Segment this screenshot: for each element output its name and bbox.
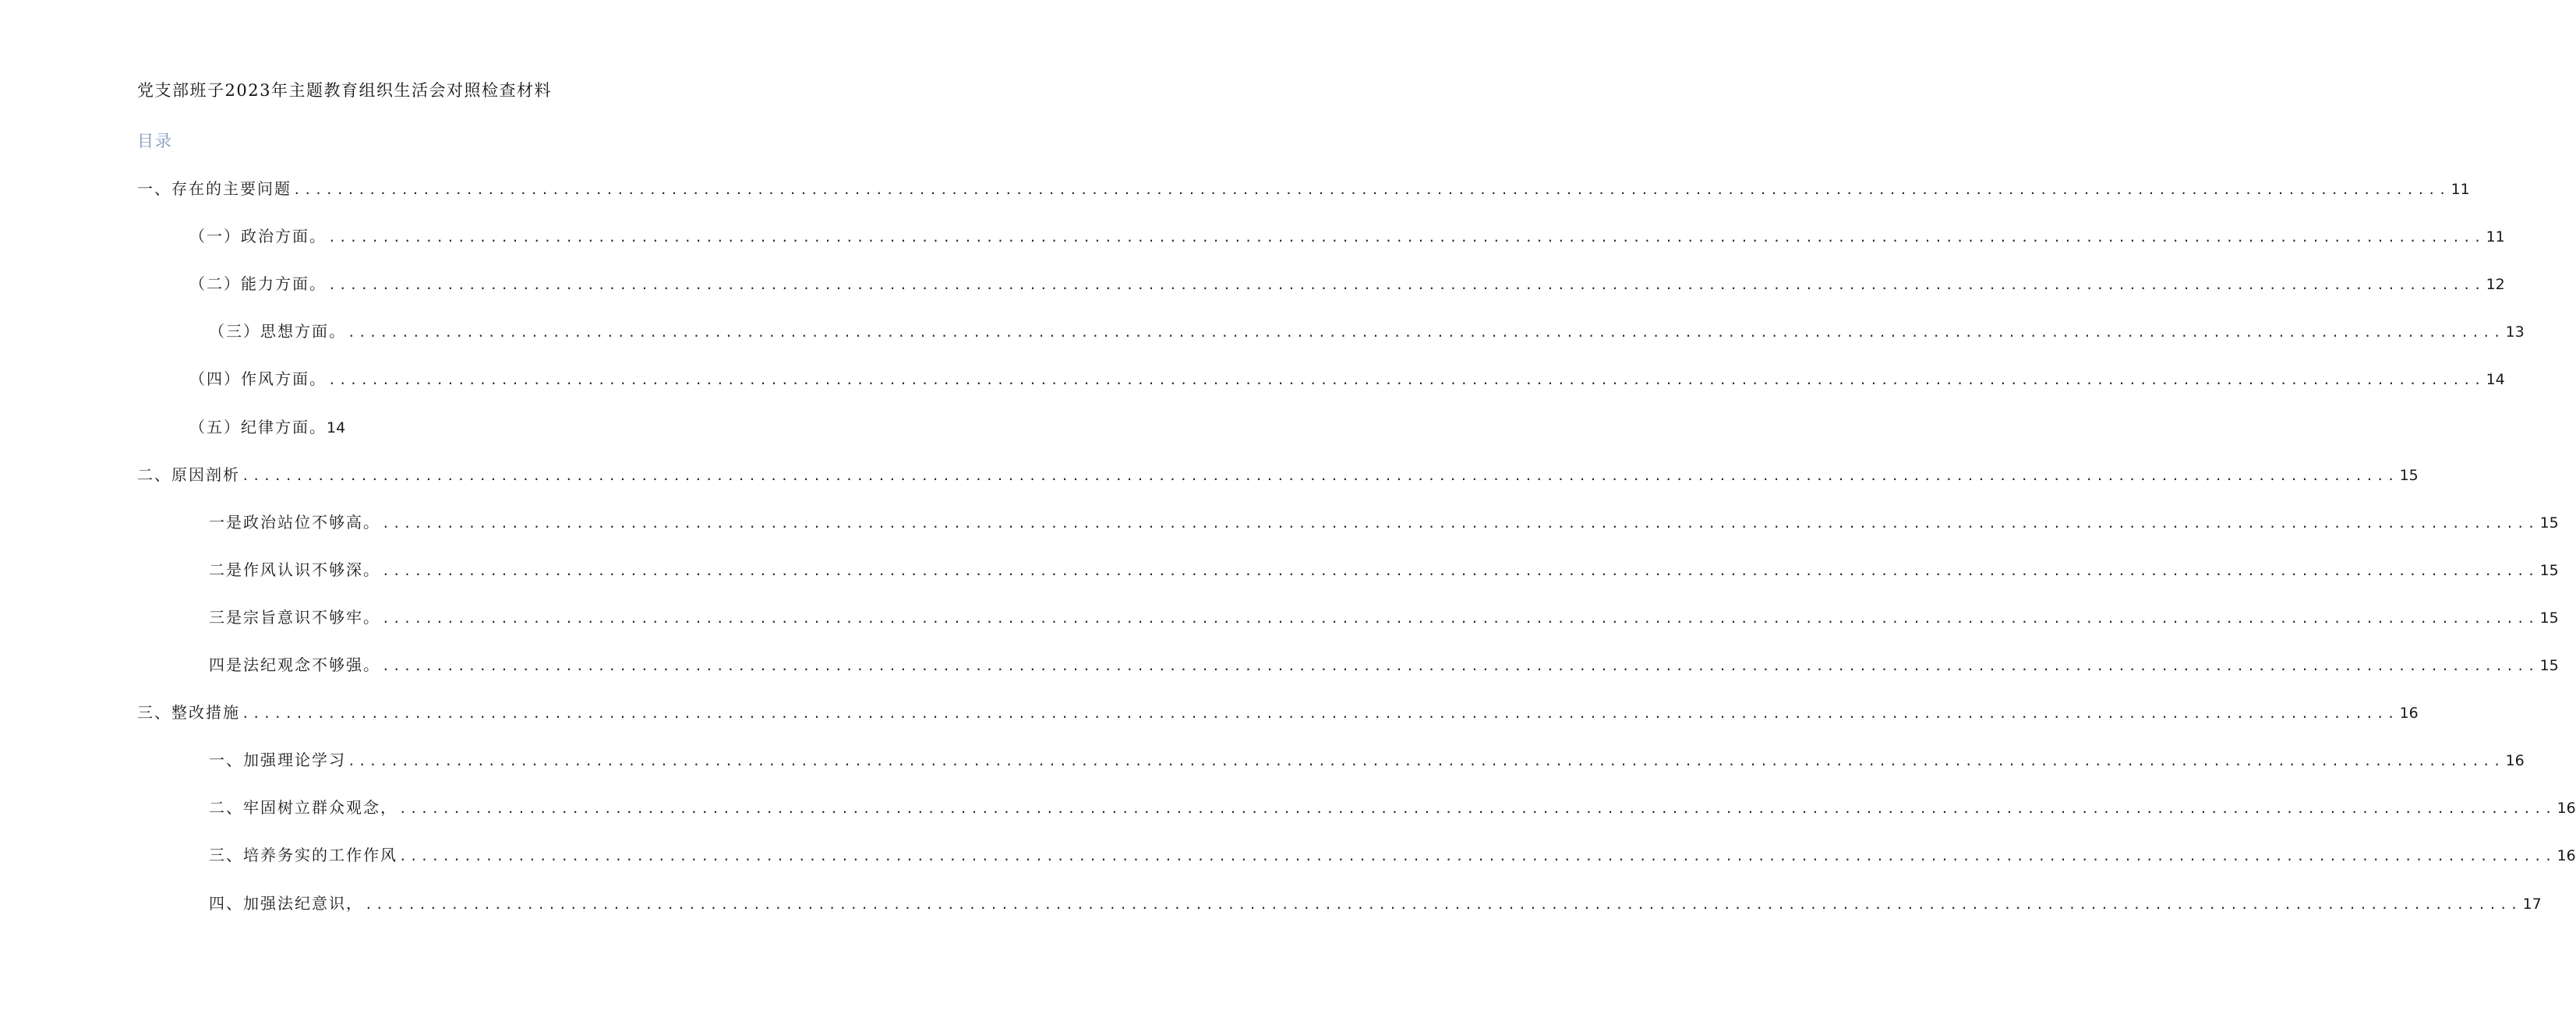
- toc-entry[interactable]: [209, 319, 2525, 342]
- toc-entry-label: 一、加强理论学习: [209, 751, 346, 770]
- toc-page-number: 17: [2522, 895, 2542, 913]
- document-title: 党支部班子2023年主题教育组织生活会对照检查材料: [137, 81, 552, 100]
- toc-entry[interactable]: [189, 415, 345, 438]
- toc-dot-leader: ........................................................................................................................................................................................................: [328, 373, 2485, 388]
- toc-page-number: 15: [2539, 561, 2559, 579]
- toc-page-number: 16: [2557, 800, 2576, 818]
- toc-entry-label: 三、培养务实的工作作风: [209, 846, 398, 865]
- toc-page-number: 11: [2486, 228, 2505, 246]
- toc-entry[interactable]: [209, 557, 2559, 581]
- toc-entry[interactable]: [137, 700, 2419, 723]
- toc-page-number: 11: [2451, 181, 2470, 198]
- toc-dot-leader: ........................................................................................................................................................................................................: [399, 801, 2556, 817]
- toc-entry[interactable]: [209, 843, 2576, 866]
- toc-page-number: 12: [2486, 276, 2505, 294]
- toc-dot-leader: ........................................................................................................................................................................................................: [365, 896, 2521, 912]
- toc-dot-leader: ........................................................................................................................................................................................................: [328, 230, 2485, 246]
- toc-page-number: 16: [2399, 705, 2419, 723]
- toc-entry[interactable]: [189, 224, 2505, 247]
- toc-page-number: 16: [2557, 847, 2576, 865]
- toc-entry-label: 二是作风认识不够深。: [209, 560, 380, 579]
- toc-dot-leader: ........................................................................................................................................................................................................: [328, 277, 2485, 293]
- toc-page-number: 15: [2539, 514, 2559, 532]
- toc-entry-label: （四）作风方面。: [189, 369, 327, 389]
- toc-page-number: 15: [2539, 657, 2559, 674]
- toc-entry-label: 一、存在的主要问题: [137, 179, 292, 198]
- toc-entry-label: 一是政治站位不够高。: [209, 512, 380, 532]
- toc-dot-leader: ........................................................................................................................................................................................................: [293, 182, 2450, 197]
- toc-dot-leader: ........................................................................................................................................................................................................: [382, 563, 2539, 578]
- toc-entry-label: （二）能力方面。: [189, 274, 327, 294]
- toc-dot-leader: ........................................................................................................................................................................................................: [382, 515, 2539, 531]
- toc-entry[interactable]: [189, 271, 2505, 295]
- toc-entry-label: 二、牢固树立群众观念，: [209, 798, 398, 818]
- toc-dot-leader: ........................................................................................................................................................................................................: [242, 706, 2398, 722]
- toc-entry[interactable]: [209, 747, 2525, 771]
- toc-entry[interactable]: [137, 176, 2470, 200]
- toc-entry-label: （三）思想方面。: [209, 322, 346, 341]
- toc-page-number: 15: [2399, 466, 2419, 484]
- toc-entry[interactable]: [209, 605, 2559, 628]
- toc-dot-leader: ........................................................................................................................................................................................................: [242, 468, 2398, 483]
- toc-entry-label: 二、原因剖析: [137, 465, 240, 484]
- toc-entry-label: 四、加强法纪意识，: [209, 893, 363, 913]
- toc-entry-label: （一）政治方面。: [189, 227, 327, 246]
- toc-entry-label: 四是法纪观念不够强。: [209, 655, 380, 674]
- toc-page-number: 13: [2505, 323, 2525, 341]
- toc-dot-leader: ........................................................................................................................................................................................................: [348, 754, 2504, 769]
- toc-entry[interactable]: [209, 510, 2559, 533]
- toc-entry[interactable]: [189, 366, 2505, 390]
- toc-entry[interactable]: [209, 891, 2542, 914]
- toc-dot-leader: ........................................................................................................................................................................................................: [382, 659, 2539, 673]
- toc-dot-leader: ........................................................................................................................................................................................................: [399, 849, 2556, 864]
- toc-dot-leader: ........................................................................................................................................................................................................: [382, 610, 2539, 626]
- toc-entry-label: （五）纪律方面。: [189, 417, 327, 436]
- toc-page-number: 14: [2486, 371, 2505, 389]
- toc-page-number: 14: [327, 419, 346, 436]
- toc-entry[interactable]: [209, 652, 2559, 676]
- toc-entry-label: 三是宗旨意识不够牢。: [209, 607, 380, 627]
- toc-dot-leader: ........................................................................................................................................................................................................: [348, 325, 2504, 341]
- toc-heading[interactable]: 目录: [137, 132, 173, 150]
- toc-entry[interactable]: [209, 795, 2576, 818]
- toc-entry-label: 三、整改措施: [137, 703, 240, 723]
- toc-page-number: 16: [2505, 752, 2525, 770]
- toc-page-number: 15: [2539, 609, 2559, 627]
- toc-entry[interactable]: [137, 462, 2419, 486]
